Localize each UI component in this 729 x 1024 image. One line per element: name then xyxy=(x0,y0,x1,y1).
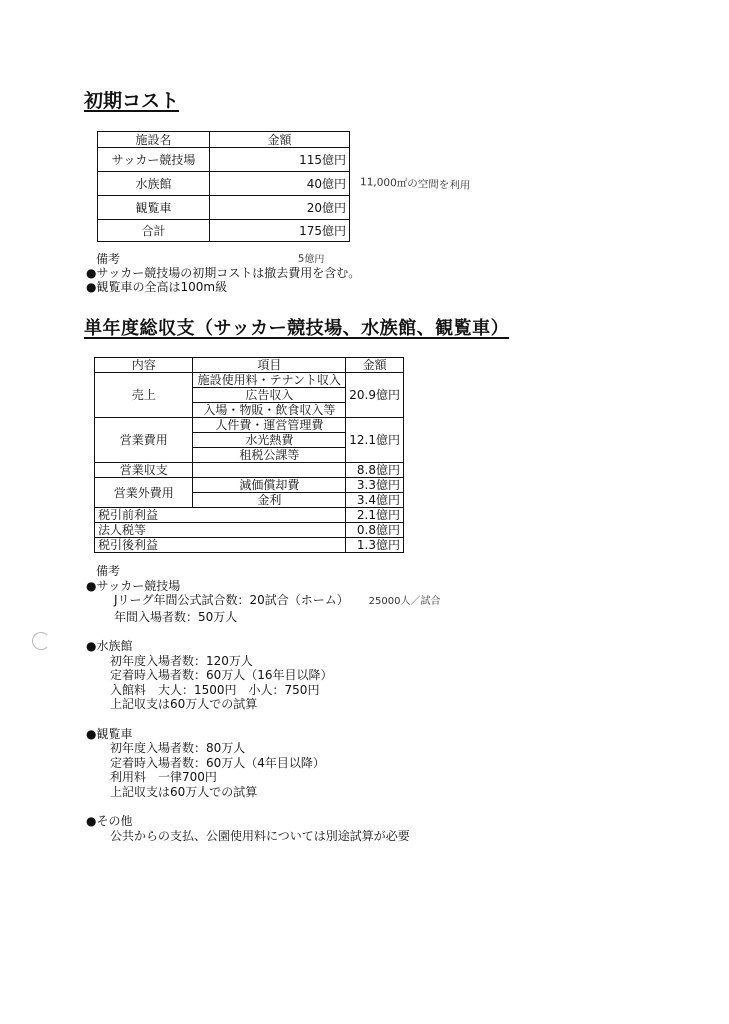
soccer-heading xyxy=(86,579,440,594)
pretax-amount: 2.1億円 xyxy=(346,508,404,523)
facility-amount: 20億円 xyxy=(210,196,350,220)
col-facility-header: 施設名 xyxy=(98,132,210,148)
wheel-line: 定着時入場者数：60万人（4年目以降） xyxy=(110,755,325,770)
aquarium-heading xyxy=(86,639,440,654)
col-item-header: 項目 xyxy=(193,358,346,373)
op-income-label: 営業収支 xyxy=(95,463,193,478)
sales-item: 施設使用料・テナント収入 xyxy=(193,373,346,388)
table-row xyxy=(95,463,404,478)
facility-name: 合計 xyxy=(98,220,210,242)
other-title: その他 xyxy=(96,814,133,829)
nonop-item: 減価償却費 xyxy=(193,478,346,493)
note-item xyxy=(86,280,227,294)
soccer-line xyxy=(86,593,440,610)
note-item xyxy=(86,266,360,280)
facility-amount: 40億円 xyxy=(210,172,350,196)
facility-name: サッカー競技場 xyxy=(98,148,210,172)
spacer xyxy=(86,800,440,815)
opex-item: 水光熱費 xyxy=(193,433,346,448)
aquarium-line: 入館料 大人：1500円 小人：750円 xyxy=(110,682,320,697)
wheel-line: 上記収支は60万人での試算 xyxy=(110,784,258,799)
col-amount-header: 金額 xyxy=(346,358,404,373)
aquarium-line: 初年度入場者数：120万人 xyxy=(110,653,253,668)
col-amount-header: 金額 xyxy=(210,132,350,148)
facility-name: 観覧車 xyxy=(98,196,210,220)
sales-item: 広告収入 xyxy=(193,388,346,403)
nonop-amount: 3.4億円 xyxy=(346,493,404,508)
pretax-label: 税引前利益 xyxy=(95,508,346,523)
nonop-label: 営業外費用 xyxy=(95,478,193,508)
wheel-line: 利用料 一律700円 xyxy=(110,770,217,785)
soccer-line-text: Jリーグ年間公式試合数：20試合（ホーム） xyxy=(114,593,349,608)
annual-balance-title: 単年度総収支（サッカー競技場、水族館、観覧車） xyxy=(84,318,510,339)
wheel-title: 観覧車 xyxy=(96,726,133,741)
spacer xyxy=(86,624,440,639)
table-header-row xyxy=(98,132,350,148)
sales-label: 売上 xyxy=(95,373,193,418)
table-row xyxy=(95,478,404,493)
table-row xyxy=(95,538,404,553)
handwritten-removal-note: 5億円 xyxy=(297,253,325,266)
corptax-amount: 0.8億円 xyxy=(346,523,404,538)
corptax-label: 法人税等 xyxy=(95,523,346,538)
opex-item: 人件費・運営管理費 xyxy=(193,418,346,433)
opex-item: 租税公課等 xyxy=(193,448,346,463)
opex-amount: 12.1億円 xyxy=(346,418,404,463)
aquarium-line: 定着時入場者数：60万人（16年目以降） xyxy=(110,668,333,683)
empty-cell xyxy=(193,463,346,478)
aftertax-label: 税引後利益 xyxy=(95,538,346,553)
annual-balance-table xyxy=(94,357,404,553)
notes2-title: 備考 xyxy=(96,564,121,578)
table-row xyxy=(98,196,350,220)
aquarium-title: 水族館 xyxy=(96,638,133,653)
table-row xyxy=(95,418,404,433)
initial-cost-title: 初期コスト xyxy=(84,90,180,112)
wheel-line: 初年度入場者数：80万人 xyxy=(110,741,246,756)
table-header-row xyxy=(95,358,404,373)
soccer-title: サッカー競技場 xyxy=(96,578,181,593)
sales-item: 入場・物販・飲食収入等 xyxy=(193,403,346,418)
op-income-amount: 8.8億円 xyxy=(346,463,404,478)
soccer-line: 年間入場者数：50万人 xyxy=(114,609,238,624)
table-row xyxy=(95,523,404,538)
facility-name: 水族館 xyxy=(98,172,210,196)
other-line: 公共からの支払、公園使用料については別途試算が必要 xyxy=(110,828,410,843)
nonop-item: 金利 xyxy=(193,493,346,508)
handwritten-aquarium-note: 11,000㎡の空間を利用 xyxy=(359,176,471,192)
aquarium-line: 上記収支は60万人での試算 xyxy=(110,697,258,712)
soccer-handwritten-note: 25000人／試合 xyxy=(368,596,441,608)
table-row xyxy=(98,148,350,172)
opex-label: 営業費用 xyxy=(95,418,193,463)
nonop-amount: 3.3億円 xyxy=(346,478,404,493)
punch-hole-mark xyxy=(32,632,50,650)
facility-amount: 175億円 xyxy=(210,220,350,242)
table-row xyxy=(95,508,404,523)
note-text: サッカー競技場の初期コストは撤去費用を含む。 xyxy=(96,266,361,280)
notes2-block xyxy=(86,564,440,843)
table-row-total xyxy=(98,220,350,242)
spacer xyxy=(86,712,440,727)
wheel-heading xyxy=(86,727,440,742)
sales-amount: 20.9億円 xyxy=(346,373,404,418)
table-row xyxy=(95,373,404,388)
col-content-header: 内容 xyxy=(95,358,193,373)
initial-cost-table xyxy=(97,131,350,242)
aftertax-amount: 1.3億円 xyxy=(346,538,404,553)
table-row xyxy=(98,172,350,196)
notes-title: 備考 xyxy=(96,252,121,266)
other-heading xyxy=(86,814,440,829)
facility-amount: 115億円 xyxy=(210,148,350,172)
note-text: 観覧車の全高は100m級 xyxy=(96,280,228,294)
